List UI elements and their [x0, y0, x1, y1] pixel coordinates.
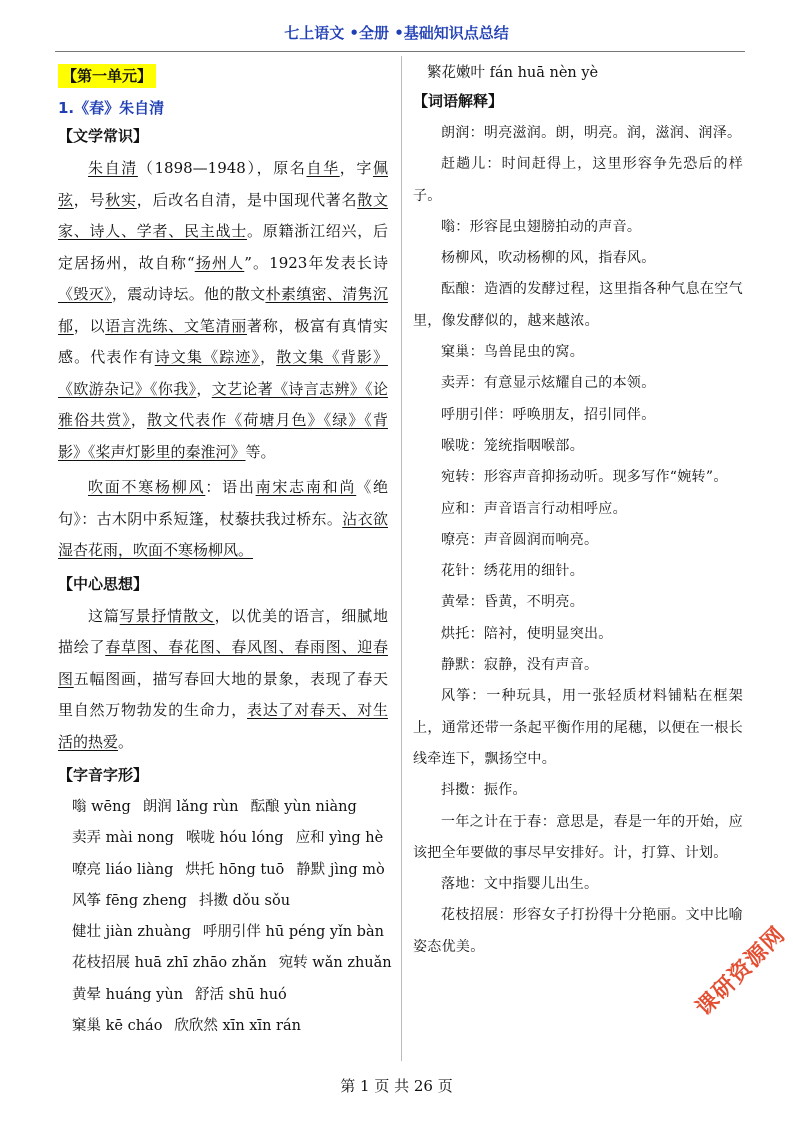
key-term: 沾衣欲湿杏花雨，吹面不寒杨柳风。: [58, 509, 388, 559]
text-run: 。原籍浙江绍兴，后定居扬州，故自称“: [58, 222, 388, 272]
pinyin-item: [296, 830, 384, 846]
pinyin-word: 嗡: [72, 799, 87, 815]
key-term: 秋实: [105, 190, 137, 209]
key-term: 散文集《背影》《欧游杂记》《你我》: [58, 348, 388, 398]
pinyin-reading: lǎng rùn: [171, 799, 239, 815]
pinyin-item: [203, 924, 384, 940]
right-column: [413, 60, 743, 963]
definition-item: 朗润：明亮滋润。朗，明亮。润，滋润、润泽。: [441, 125, 742, 141]
key-term: 扬州人: [194, 253, 245, 272]
definition-item: 呼朋引伴：呼唤朋友，招引同伴。: [441, 406, 656, 423]
pinyin-reading: yìng hè: [324, 830, 384, 847]
left-column: [58, 60, 392, 1042]
pinyin-word: 静默: [296, 861, 326, 878]
pinyin-word: 烘托: [185, 861, 215, 878]
definition-item: 静默：寂静，没有声音。: [441, 657, 599, 674]
pinyin-reading: jìng mò: [325, 861, 385, 878]
pinyin-item: [72, 862, 173, 878]
pinyin-word: 欣欣然: [174, 1018, 218, 1035]
text-run: ，: [130, 411, 147, 429]
pinyin-item: [72, 987, 183, 1003]
definition-list: [413, 118, 743, 963]
key-term: 春草图、春花图、春风图、春雨图、迎春图: [58, 638, 388, 688]
pinyin-word: 宛转: [278, 955, 308, 972]
text-run: ，以: [73, 316, 106, 335]
key-term: 自华: [306, 159, 340, 177]
pinyin-reading: fán huā nèn yè: [489, 65, 599, 81]
key-term: 朴素缜密、清隽沉郁: [58, 285, 388, 335]
text-run: （1898—1948），原名: [137, 159, 307, 177]
text-run: ”。1923年发表长诗: [244, 253, 389, 272]
pinyin-reading: hóu lóng: [214, 830, 284, 847]
key-term: 佩弦: [58, 159, 388, 209]
pinyin-reading: hū péng yǐn bàn: [260, 924, 384, 941]
quote-paragraph: [58, 472, 388, 567]
text-run: 这篇: [88, 606, 120, 625]
pinyin-reading: wǎn zhuǎn: [307, 955, 392, 972]
text-run: ，: [260, 348, 277, 366]
pinyin-item: [143, 799, 239, 815]
definition-item: 风筝：一种玩具，用一张轻质材料铺粘在框架上，通常还带一条起平衡作用的尾穗，以便在一根长线牵连下，飘扬空中。: [413, 688, 743, 767]
pinyin-reading: yùn niàng: [279, 799, 357, 815]
pinyin-word: 酝酿: [250, 799, 280, 815]
pinyin-reading: huáng yùn: [101, 986, 184, 1003]
pinyin-item: [185, 862, 284, 878]
text-run: ，: [196, 379, 212, 398]
definition-item: 花枝招展：形容女子打扮得十分艳丽。文中比喻姿态优美。: [413, 907, 743, 955]
pinyin-row: [58, 823, 388, 854]
key-term: 朱自清: [88, 159, 138, 177]
pinyin-word: 繁花嫩叶: [427, 65, 485, 81]
key-term: 诗文集《踪迹》: [154, 348, 261, 366]
watermark-logo: 课研资源网: [691, 922, 791, 1022]
literary-heading: 【文学常识】: [58, 127, 149, 145]
text-run: 《绝句》：古木阴中系短篷，杖藜扶我过桥东。: [58, 478, 388, 528]
pinyin-word: 抖擞: [198, 892, 228, 909]
definition-item: 抖擞：振作。: [441, 782, 527, 799]
pinyin-item: [279, 955, 392, 971]
key-term: 南宋志南和尚: [255, 478, 357, 496]
key-term: 表达了对春天、对生活的热爱: [58, 701, 388, 751]
definition-item: 杨柳风，吹动杨柳的风，指春风。: [441, 250, 656, 267]
pinyin-item: [195, 987, 287, 1003]
pinyin-reading: mài nong: [101, 830, 174, 847]
pinyin-heading: 【字音字形】: [58, 766, 149, 784]
key-term: 语言洗练、文笔清丽: [105, 316, 247, 335]
unit-heading: 【第一单元】: [58, 64, 156, 88]
pinyin-word: 黄晕: [72, 986, 101, 1003]
definition-item: 赶趟儿：时间赶得上，这里形容争先恐后的样子。: [413, 156, 743, 204]
text-run: 五幅图画，描写春回大地的景象，表现了春天里自然万物勃发的生命力，: [58, 669, 388, 719]
key-term: 吹面不寒杨柳风: [88, 478, 206, 496]
pinyin-item: [186, 830, 284, 846]
text-run: 。: [118, 732, 134, 751]
theme-paragraph: [58, 601, 388, 759]
literary-paragraph: [58, 153, 388, 468]
pinyin-word: 喉咙: [185, 830, 215, 847]
pinyin-reading: wēng: [86, 799, 131, 815]
key-term: 《毁灭》: [58, 285, 112, 303]
definition-item: 窠巢：鸟兽昆虫的窝。: [441, 344, 584, 361]
pinyin-item: [413, 62, 743, 84]
pinyin-word: 呼朋引伴: [202, 924, 261, 941]
theme-heading: 【中心思想】: [58, 574, 149, 593]
pinyin-item: [174, 1018, 301, 1034]
text-run: ，以优美的语言，细腻地描绘了: [58, 606, 388, 656]
pinyin-word: 花枝招展: [72, 955, 130, 972]
pinyin-item: [250, 799, 356, 815]
pinyin-reading: shū huó: [224, 986, 287, 1003]
pinyin-item: [72, 955, 267, 971]
text-run: ，后改名自清，是中国现代著名: [136, 190, 358, 209]
pinyin-reading: kē cháo: [101, 1018, 163, 1035]
pinyin-item: [296, 862, 384, 878]
pinyin-reading: xīn xīn rán: [217, 1018, 301, 1035]
definition-item: 宛转：形容声音抑扬动听。现多写作“婉转”。: [441, 469, 728, 486]
key-term: 散文家、诗人、学者、民主战士: [58, 190, 388, 240]
pinyin-reading: dǒu sǒu: [227, 892, 291, 909]
pinyin-reading: liáo liàng: [101, 861, 174, 878]
pinyin-word: 嘹亮: [72, 861, 101, 878]
pinyin-reading: hōng tuō: [214, 861, 285, 878]
definition-item: 嗡：形容昆虫翅膀拍动的声音。: [441, 218, 642, 235]
pinyin-reading: jiàn zhuàng: [101, 924, 191, 941]
pinyin-row: [58, 792, 388, 823]
document-header: 七上语文 •全册 •基础知识点总结: [284, 24, 509, 42]
page-number: 第 1 页 共 26 页: [340, 1077, 453, 1095]
pinyin-row: [58, 980, 388, 1011]
lesson-title: 1.《春》朱自清: [58, 99, 165, 117]
pinyin-word: 应和: [295, 830, 325, 847]
definition-item: 一年之计在于春：意思是，春是一年的开始，应该把全年要做的事尽早安排好。计，打算、计划。: [413, 813, 743, 861]
pinyin-row: [58, 948, 392, 979]
definition-item: 落地：文中指婴儿出生。: [441, 876, 599, 893]
pinyin-item: [72, 893, 187, 909]
pinyin-row: [58, 855, 388, 886]
pinyin-item: [72, 830, 174, 846]
pinyin-word: 风筝: [72, 892, 101, 909]
header-rule: [55, 51, 745, 52]
pinyin-item: [72, 799, 131, 815]
text-run: ：语出: [205, 478, 256, 496]
definition-item: 黄晕：昏黄，不明亮。: [441, 594, 584, 611]
pinyin-row: [58, 886, 388, 917]
pinyin-reading: fēng zheng: [101, 892, 187, 909]
pinyin-word: 窠巢: [72, 1018, 101, 1035]
pinyin-word: 舒活: [195, 986, 225, 1003]
text-run: 著称，极富有真情实感。代表作有: [58, 316, 388, 366]
definition-item: 花针：绣花用的细针。: [441, 563, 584, 580]
definition-item: 酝酿：造酒的发酵过程，这里指各种气息在空气里，像发酵似的，越来越浓。: [413, 281, 743, 329]
key-term: 写景抒情散文: [119, 606, 215, 625]
text-run: ，震动诗坛。他的散文: [111, 285, 266, 303]
definition-item: 嘹亮：声音圆润而响亮。: [441, 531, 599, 548]
vocab-heading: 【词语解释】: [413, 92, 504, 110]
column-divider: [401, 56, 402, 1061]
key-term: 文艺论著《诗言志辨》《论雅俗共赏》: [58, 379, 388, 429]
definition-item: 卖弄：有意显示炫耀自己的本领。: [441, 375, 656, 392]
definition-item: 喉咙：笼统指咽喉部。: [441, 437, 584, 454]
definition-item: 应和：声音语言行动相呼应。: [441, 500, 627, 517]
pinyin-row: [58, 917, 388, 948]
pinyin-row: [58, 1011, 388, 1042]
text-run: ，号: [73, 190, 106, 209]
pinyin-word: 卖弄: [72, 830, 101, 847]
pinyin-word: 健壮: [72, 924, 101, 941]
pinyin-item: [199, 893, 290, 909]
pinyin-list: [58, 792, 392, 1042]
pinyin-item: [72, 924, 191, 940]
pinyin-word: 朗润: [142, 799, 172, 815]
definition-item: 烘托：陪衬，使明显突出。: [441, 625, 613, 642]
key-term: 散文代表作《荷塘月色》《绿》《背影》《桨声灯影里的秦淮河》: [58, 411, 388, 461]
text-run: 等。: [245, 442, 276, 461]
pinyin-reading: huā zhī zhāo zhǎn: [130, 955, 267, 972]
text-run: ，字: [339, 159, 373, 177]
pinyin-item: [72, 1018, 162, 1034]
